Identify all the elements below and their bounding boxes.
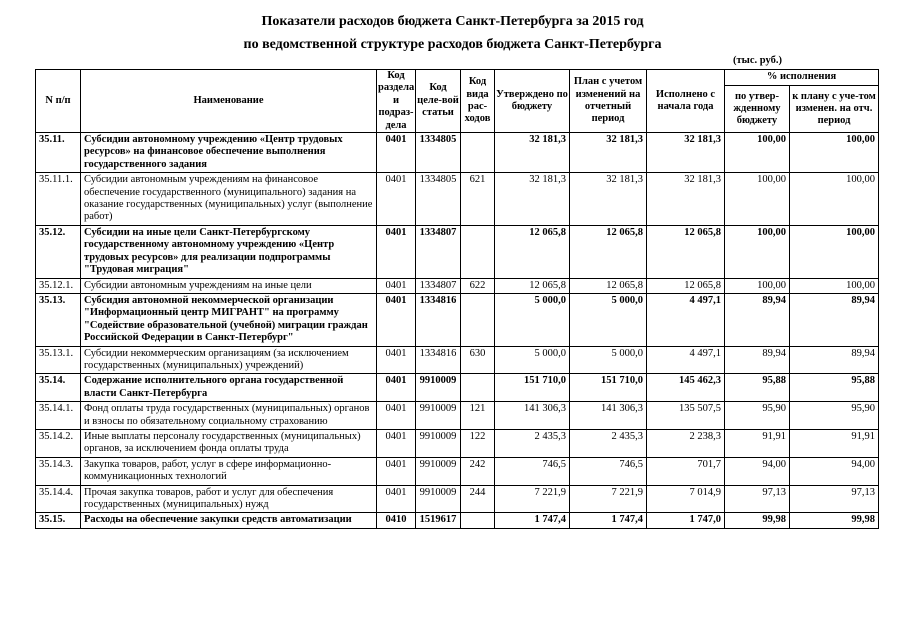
cell-expense-code: 121 [461, 402, 495, 430]
cell-expense-code: 622 [461, 278, 495, 293]
cell-pct-plan: 95,90 [790, 402, 879, 430]
cell-pct-plan: 99,98 [790, 513, 879, 528]
cell-name: Иные выплаты персоналу государственных (муниципальных) органов, за исключением фонда оплаты труда [81, 429, 377, 457]
cell-plan: 2 435,3 [570, 429, 647, 457]
cell-plan: 32 181,3 [570, 173, 647, 226]
cell-pct-approved: 100,00 [725, 225, 790, 278]
cell-executed: 7 014,9 [647, 485, 725, 513]
cell-executed: 4 497,1 [647, 293, 725, 346]
cell-approved: 151 710,0 [495, 374, 570, 402]
cell-article-code: 9910009 [416, 402, 461, 430]
cell-pct-approved: 95,88 [725, 374, 790, 402]
cell-section-code: 0401 [377, 346, 416, 374]
cell-executed: 145 462,3 [647, 374, 725, 402]
cell-pct-plan: 100,00 [790, 278, 879, 293]
cell-section-code: 0410 [377, 513, 416, 528]
cell-article-code: 1334816 [416, 293, 461, 346]
cell-plan: 12 065,8 [570, 225, 647, 278]
cell-section-code: 0401 [377, 133, 416, 173]
cell-plan: 5 000,0 [570, 346, 647, 374]
header-plan: План с учетом изменений на отчетный период [570, 70, 647, 133]
cell-approved: 32 181,3 [495, 173, 570, 226]
cell-expense-code: 630 [461, 346, 495, 374]
cell-approved: 5 000,0 [495, 293, 570, 346]
cell-section-code: 0401 [377, 429, 416, 457]
cell-pct-plan: 100,00 [790, 133, 879, 173]
cell-expense-code [461, 513, 495, 528]
cell-approved: 141 306,3 [495, 402, 570, 430]
cell-article-code: 9910009 [416, 374, 461, 402]
cell-num: 35.12.1. [36, 278, 81, 293]
cell-num: 35.11. [36, 133, 81, 173]
cell-approved: 7 221,9 [495, 485, 570, 513]
cell-pct-approved: 91,91 [725, 429, 790, 457]
cell-section-code: 0401 [377, 293, 416, 346]
cell-pct-plan: 94,00 [790, 457, 879, 485]
cell-executed: 2 238,3 [647, 429, 725, 457]
header-pct-group: % исполнения [725, 70, 879, 86]
cell-section-code: 0401 [377, 485, 416, 513]
cell-section-code: 0401 [377, 374, 416, 402]
table-row [36, 225, 879, 278]
cell-executed: 12 065,8 [647, 278, 725, 293]
cell-pct-approved: 100,00 [725, 278, 790, 293]
cell-num: 35.13.1. [36, 346, 81, 374]
cell-num: 35.14.4. [36, 485, 81, 513]
cell-name: Субсидия автономной некоммерческой организации "Информационный центр МИГРАНТ" на программу "Содействие образовательной (учебной) миграции граждан Российской Федерации в Санкт-Петербург" [81, 293, 377, 346]
cell-pct-approved: 97,13 [725, 485, 790, 513]
cell-article-code: 1334807 [416, 225, 461, 278]
cell-expense-code [461, 293, 495, 346]
table-row [36, 374, 879, 402]
cell-pct-approved: 95,90 [725, 402, 790, 430]
cell-executed: 135 507,5 [647, 402, 725, 430]
header-section-code: Код раздела и подраз-дела [378, 70, 415, 131]
table-row [36, 173, 879, 226]
cell-approved: 32 181,3 [495, 133, 570, 173]
cell-approved: 12 065,8 [495, 278, 570, 293]
header-pct-plan: к плану с уче-том изменен. на отч. период [790, 86, 879, 133]
header-expense-code: Код вида рас-ходов [461, 70, 495, 133]
cell-plan: 5 000,0 [570, 293, 647, 346]
cell-approved: 1 747,4 [495, 513, 570, 528]
cell-section-code: 0401 [377, 457, 416, 485]
header-name: Наименование [81, 70, 377, 133]
cell-pct-plan: 97,13 [790, 485, 879, 513]
cell-num: 35.14.1. [36, 402, 81, 430]
cell-executed: 12 065,8 [647, 225, 725, 278]
cell-executed: 32 181,3 [647, 133, 725, 173]
table-row [36, 513, 879, 528]
header-article-code: Код целе-вой статьи [416, 70, 461, 133]
cell-plan: 32 181,3 [570, 133, 647, 173]
cell-article-code: 1334805 [416, 133, 461, 173]
cell-pct-plan: 91,91 [790, 429, 879, 457]
cell-article-code: 9910009 [416, 485, 461, 513]
cell-section-code: 0401 [377, 402, 416, 430]
cell-expense-code [461, 133, 495, 173]
header-num: N п/п [36, 70, 81, 133]
cell-article-code: 9910009 [416, 429, 461, 457]
cell-pct-approved: 100,00 [725, 133, 790, 173]
cell-section-code: 0401 [377, 225, 416, 278]
cell-name: Субсидии некоммерческим организациям (за исключением государственных (муниципальных) учреждений) [81, 346, 377, 374]
cell-article-code: 1519617 [416, 513, 461, 528]
cell-plan: 141 306,3 [570, 402, 647, 430]
cell-num: 35.14.3. [36, 457, 81, 485]
cell-plan: 12 065,8 [570, 278, 647, 293]
cell-pct-plan: 89,94 [790, 346, 879, 374]
cell-plan: 7 221,9 [570, 485, 647, 513]
cell-article-code: 1334816 [416, 346, 461, 374]
cell-pct-approved: 89,94 [725, 293, 790, 346]
cell-approved: 5 000,0 [495, 346, 570, 374]
header-row [36, 70, 879, 86]
cell-article-code: 1334805 [416, 173, 461, 226]
cell-name: Субсидии автономным учреждениям на финансовое обеспечение государственного (муниципального) задания на оказание государственных (муниципальных) услуг (выполнение работ) [81, 173, 377, 226]
cell-section-code: 0401 [377, 278, 416, 293]
units-label: (тыс. руб.) [733, 55, 782, 66]
table-row [36, 293, 879, 346]
cell-pct-approved: 94,00 [725, 457, 790, 485]
table-row [36, 429, 879, 457]
header-pct-approved: по утвер-жденному бюджету [725, 86, 790, 133]
cell-name: Фонд оплаты труда государственных (муниципальных) органов и взносы по обязательному социальному страхованию [81, 402, 377, 430]
table-row [36, 402, 879, 430]
table-row [36, 346, 879, 374]
cell-name: Закупка товаров, работ, услуг в сфере информационно-коммуникационных технологий [81, 457, 377, 485]
budget-table [35, 69, 879, 529]
cell-executed: 1 747,0 [647, 513, 725, 528]
table-row [36, 278, 879, 293]
header-approved: Утверждено по бюджету [495, 70, 570, 133]
cell-num: 35.13. [36, 293, 81, 346]
cell-num: 35.14.2. [36, 429, 81, 457]
cell-pct-approved: 89,94 [725, 346, 790, 374]
cell-pct-plan: 95,88 [790, 374, 879, 402]
cell-expense-code: 242 [461, 457, 495, 485]
table-row [36, 133, 879, 173]
cell-num: 35.15. [36, 513, 81, 528]
cell-pct-plan: 100,00 [790, 173, 879, 226]
cell-section-code: 0401 [377, 173, 416, 226]
cell-article-code: 1334807 [416, 278, 461, 293]
cell-plan: 746,5 [570, 457, 647, 485]
cell-expense-code: 621 [461, 173, 495, 226]
cell-plan: 151 710,0 [570, 374, 647, 402]
table-row [36, 485, 879, 513]
cell-name: Субсидии автономным учреждениям на иные цели [81, 278, 377, 293]
header-executed: Исполнено с начала года [647, 70, 725, 133]
cell-name: Расходы на обеспечение закупки средств автоматизации [81, 513, 377, 528]
cell-executed: 32 181,3 [647, 173, 725, 226]
document-subtitle: по ведомственной структуре расходов бюджета Санкт-Петербурга [243, 37, 662, 52]
cell-pct-plan: 89,94 [790, 293, 879, 346]
cell-num: 35.11.1. [36, 173, 81, 226]
cell-approved: 2 435,3 [495, 429, 570, 457]
cell-expense-code: 244 [461, 485, 495, 513]
cell-executed: 4 497,1 [647, 346, 725, 374]
cell-num: 35.12. [36, 225, 81, 278]
cell-expense-code: 122 [461, 429, 495, 457]
cell-num: 35.14. [36, 374, 81, 402]
document-title: Показатели расходов бюджета Санкт-Петербурга за 2015 год [261, 14, 644, 29]
cell-name: Содержание исполнительного органа государственной власти Санкт-Петербурга [81, 374, 377, 402]
cell-plan: 1 747,4 [570, 513, 647, 528]
cell-executed: 701,7 [647, 457, 725, 485]
table-row [36, 457, 879, 485]
cell-expense-code [461, 374, 495, 402]
cell-approved: 746,5 [495, 457, 570, 485]
cell-pct-approved: 99,98 [725, 513, 790, 528]
cell-pct-plan: 100,00 [790, 225, 879, 278]
cell-name: Субсидии на иные цели Санкт-Петербургскому государственному автономному учреждению «Центр трудовых ресурсов» для реализации подпрограммы "Трудовая миграция" [81, 225, 377, 278]
cell-name: Прочая закупка товаров, работ и услуг для обеспечения государственных (муниципальных) нужд [81, 485, 377, 513]
budget-table-body [36, 133, 879, 529]
cell-article-code: 9910009 [416, 457, 461, 485]
cell-name: Субсидии автономному учреждению «Центр трудовых ресурсов» на финансовое обеспечение выполнения государственного задания [81, 133, 377, 173]
cell-pct-approved: 100,00 [725, 173, 790, 226]
cell-expense-code [461, 225, 495, 278]
cell-approved: 12 065,8 [495, 225, 570, 278]
